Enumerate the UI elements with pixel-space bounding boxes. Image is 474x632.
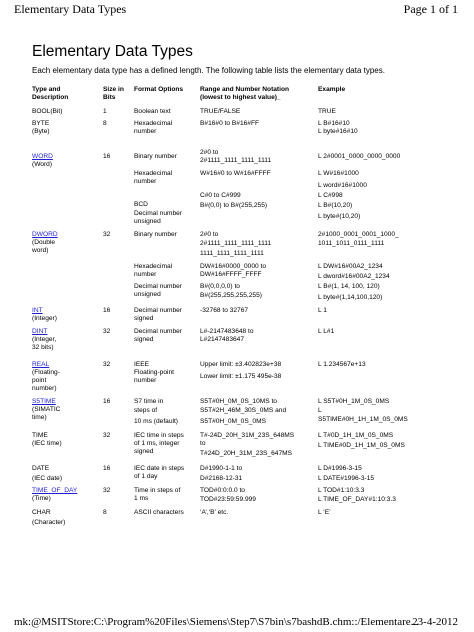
cell-desc: (Double <box>32 239 56 246</box>
cell-format: Hexadecimal <box>134 120 173 127</box>
cell-format: number <box>134 128 157 135</box>
cell-size: 8 <box>103 120 107 127</box>
cell-example: L DW#16#00A2_1234 <box>318 263 383 270</box>
cell-example: L byte#(10,20) <box>318 213 361 220</box>
cell-type-byte: BYTE <box>32 120 50 127</box>
cell-example: TRUE <box>318 108 336 115</box>
cell-type-bool: BOOL(Bit) <box>32 108 63 115</box>
cell-example: L S5T#0H_1M_0S_0MS <box>318 398 390 405</box>
link-s5time[interactable]: S5TIME <box>32 398 56 405</box>
cell-example: L C#998 <box>318 192 343 199</box>
cell-desc: (Byte) <box>32 128 50 135</box>
col-header-example: Example <box>318 86 346 93</box>
col-header-range: Range and Number Notation <box>200 86 290 93</box>
cell-range: to <box>200 440 206 447</box>
cell-format: signed <box>134 336 154 343</box>
col-header-type-2: Description <box>32 94 69 101</box>
cell-desc: word) <box>32 247 49 254</box>
print-footer-date: 23-4-2012 <box>412 616 458 628</box>
cell-format: signed <box>134 315 154 322</box>
cell-format: ASCII characters <box>134 509 184 516</box>
cell-example: L dword#16#00A2_1234 <box>318 273 390 280</box>
cell-format: IEC time in steps <box>134 432 184 439</box>
cell-format: BCD <box>134 201 148 208</box>
link-time-of-day[interactable]: TIME_OF_DAY <box>32 487 78 494</box>
cell-size: 16 <box>103 398 111 405</box>
cell-format: Boolean text <box>134 108 171 115</box>
cell-type-time: TIME <box>32 432 48 439</box>
cell-format: Decimal number <box>134 283 183 290</box>
cell-range: S5T#0H_0M_0S_0MS <box>200 418 266 425</box>
cell-format: of 1 day <box>134 473 158 480</box>
cell-format: S7 time in <box>134 398 164 405</box>
cell-example: L 1.234567e+13 <box>318 361 366 368</box>
cell-type-date: DATE <box>32 465 50 472</box>
cell-range: TOD#0:0:0.0 to <box>200 487 245 494</box>
cell-format: number <box>134 377 157 384</box>
cell-range: DW#16#0000_0000 to <box>200 263 266 270</box>
cell-example: L byte#16#10 <box>318 128 358 135</box>
cell-size: 8 <box>103 509 107 516</box>
cell-range: ‘A’,‘B’ etc. <box>200 509 229 516</box>
cell-format: Hexadecimal <box>134 263 173 270</box>
cell-format: Binary number <box>134 231 177 238</box>
col-header-range-2: (lowest to highest value)_ <box>200 94 281 101</box>
cell-format: number <box>134 271 157 278</box>
cell-desc: (IEC time) <box>32 440 62 447</box>
cell-type-char: CHAR <box>32 509 51 516</box>
cell-format: of 1 ms, integer <box>134 440 180 447</box>
col-header-format: Format Options <box>134 86 184 93</box>
cell-example: L <box>318 407 322 414</box>
cell-size: 32 <box>103 361 111 368</box>
cell-range: L#2147483647 <box>200 336 245 343</box>
cell-example: S5TIME#0H_1H_1M_0S_0MS <box>318 416 408 423</box>
cell-format: Decimal number <box>134 307 183 314</box>
cell-range: D#1990-1-1 to <box>200 465 243 472</box>
cell-desc: (Time) <box>32 495 51 502</box>
cell-format: 10 ms (default) <box>134 418 178 425</box>
cell-range: T#-24D_20H_31M_23S_648MS <box>200 432 295 439</box>
cell-range: 2#1111_1111_1111_1111 <box>200 157 272 164</box>
cell-format: 1 ms <box>134 495 149 502</box>
print-footer-url: mk:@MSITStore:C:\Program%20Files\Siemens\Step7\S7bin\s7bashdB.chm::/Elementare... <box>14 616 419 628</box>
cell-size: 16 <box>103 465 111 472</box>
cell-example: L TIME#0D_1H_1M_0S_0MS <box>318 442 405 449</box>
cell-format: signed <box>134 448 154 455</box>
cell-range: C#0 to C#999 <box>200 192 241 199</box>
cell-range: 2#0 to <box>200 149 219 156</box>
cell-desc: (Character) <box>32 519 66 526</box>
cell-desc: time) <box>32 414 47 421</box>
cell-format: Decimal number <box>134 210 183 217</box>
cell-desc: (IEC date) <box>32 475 63 482</box>
cell-size: 16 <box>103 153 111 160</box>
cell-range: TRUE/FALSE <box>200 108 241 115</box>
cell-example: L 1 <box>318 307 327 314</box>
cell-range: T#24D_20H_31M_23S_647MS <box>200 450 293 457</box>
cell-example: L ‘E’ <box>318 509 331 516</box>
col-header-size-2: Bits <box>103 94 116 101</box>
cell-range: B#(0,0,0,0) to <box>200 283 240 290</box>
col-header-type: Type and <box>32 86 61 93</box>
cell-size: 32 <box>103 231 111 238</box>
cell-format: steps of <box>134 407 158 414</box>
cell-example: L byte#(1,14,100,120) <box>318 294 383 301</box>
cell-range: D#2168-12-31 <box>200 475 243 482</box>
cell-size: 32 <box>103 328 111 335</box>
link-word[interactable]: WORD <box>32 153 53 160</box>
cell-range: B#(0,0) to B#(255,255) <box>200 202 268 209</box>
cell-range: S5T#0H_0M_0S_10MS to <box>200 398 277 405</box>
cell-range: L#-2147483648 to <box>200 328 254 335</box>
cell-format: Decimal number <box>134 328 183 335</box>
cell-format: Hexadecimal <box>134 170 173 177</box>
cell-example: L word#16#1000 <box>318 182 367 189</box>
cell-range: 1111_1111_1111_1111 <box>200 250 264 257</box>
cell-format: Time in steps of <box>134 487 181 494</box>
cell-format: Floating-point <box>134 369 174 376</box>
cell-example: L DATE#1996-3-15 <box>318 475 375 482</box>
cell-example: 1011_1011_0111_1111 <box>318 240 385 247</box>
cell-desc: (Floating- <box>32 369 60 376</box>
cell-example: L B#(10,20) <box>318 202 353 209</box>
cell-example: L 2#0001_0000_0000_0000 <box>318 153 401 160</box>
cell-example: 2#1000_0001_0001_1000_ <box>318 231 399 238</box>
cell-desc: (Integer, <box>32 336 57 343</box>
cell-size: 32 <box>103 432 111 439</box>
cell-desc: point <box>32 377 47 384</box>
cell-size: 16 <box>103 307 111 314</box>
cell-example: L B#(1, 14, 100, 120) <box>318 283 380 290</box>
cell-desc: number) <box>32 385 57 392</box>
link-real[interactable]: REAL <box>32 361 50 368</box>
cell-example: L B#16#10 <box>318 120 350 127</box>
cell-example: L W#16#1000 <box>318 170 359 177</box>
intro-text: Each elementary data type has a defined length. The following table lists the elementary data types. <box>32 66 385 75</box>
link-dint[interactable]: DINT <box>32 328 48 335</box>
print-header-page: Page 1 of 1 <box>403 2 458 16</box>
cell-example: L D#1996-3-15 <box>318 465 362 472</box>
cell-format: Binary number <box>134 153 177 160</box>
cell-range: 2#1111_1111_1111_1111 <box>200 240 272 247</box>
cell-range: DW#16#FFFF_FFFF <box>200 271 262 278</box>
cell-range: 2#0 to <box>200 231 219 238</box>
cell-format: IEEE <box>134 361 150 368</box>
cell-size: 1 <box>103 108 107 115</box>
link-int[interactable]: INT <box>32 307 43 314</box>
cell-example: L TOD#1:10:3.3 <box>318 487 365 494</box>
cell-range: Lower limit: ±1.175 495e-38 <box>200 373 282 380</box>
cell-example: L TIME_OF_DAY#1:10:3.3 <box>318 496 396 503</box>
link-dword[interactable]: DWORD <box>32 231 58 238</box>
cell-range: Upper limit: ±3.402823e+38 <box>200 361 282 368</box>
cell-example: L T#0D_1H_1M_0S_0MS <box>318 432 394 439</box>
col-header-size: Size in <box>103 86 124 93</box>
cell-format: number <box>134 178 157 185</box>
cell-desc: 32 bits) <box>32 344 54 351</box>
cell-range: B#16#0 to B#16#FF <box>200 120 260 127</box>
cell-range: B#(255,255,255,255) <box>200 292 262 299</box>
cell-desc: (Word) <box>32 161 53 168</box>
cell-format: unsigned <box>134 218 161 225</box>
cell-range: S5T#2H_46M_30S_0MS and <box>200 407 287 414</box>
cell-range: TOD#23:59:59.999 <box>200 496 256 503</box>
cell-size: 32 <box>103 487 111 494</box>
cell-format: IEC date in steps <box>134 465 185 472</box>
cell-format: unsigned <box>134 291 161 298</box>
print-header-title: Elementary Data Types <box>14 2 127 16</box>
cell-range: -32768 to 32767 <box>200 307 249 314</box>
cell-example: L L#1 <box>318 328 335 335</box>
cell-desc: (Integer) <box>32 315 57 322</box>
cell-desc: (SIMATIC <box>32 406 61 413</box>
cell-range: W#16#0 to W#16#FFFF <box>200 170 271 177</box>
page-title: Elementary Data Types <box>32 43 193 60</box>
